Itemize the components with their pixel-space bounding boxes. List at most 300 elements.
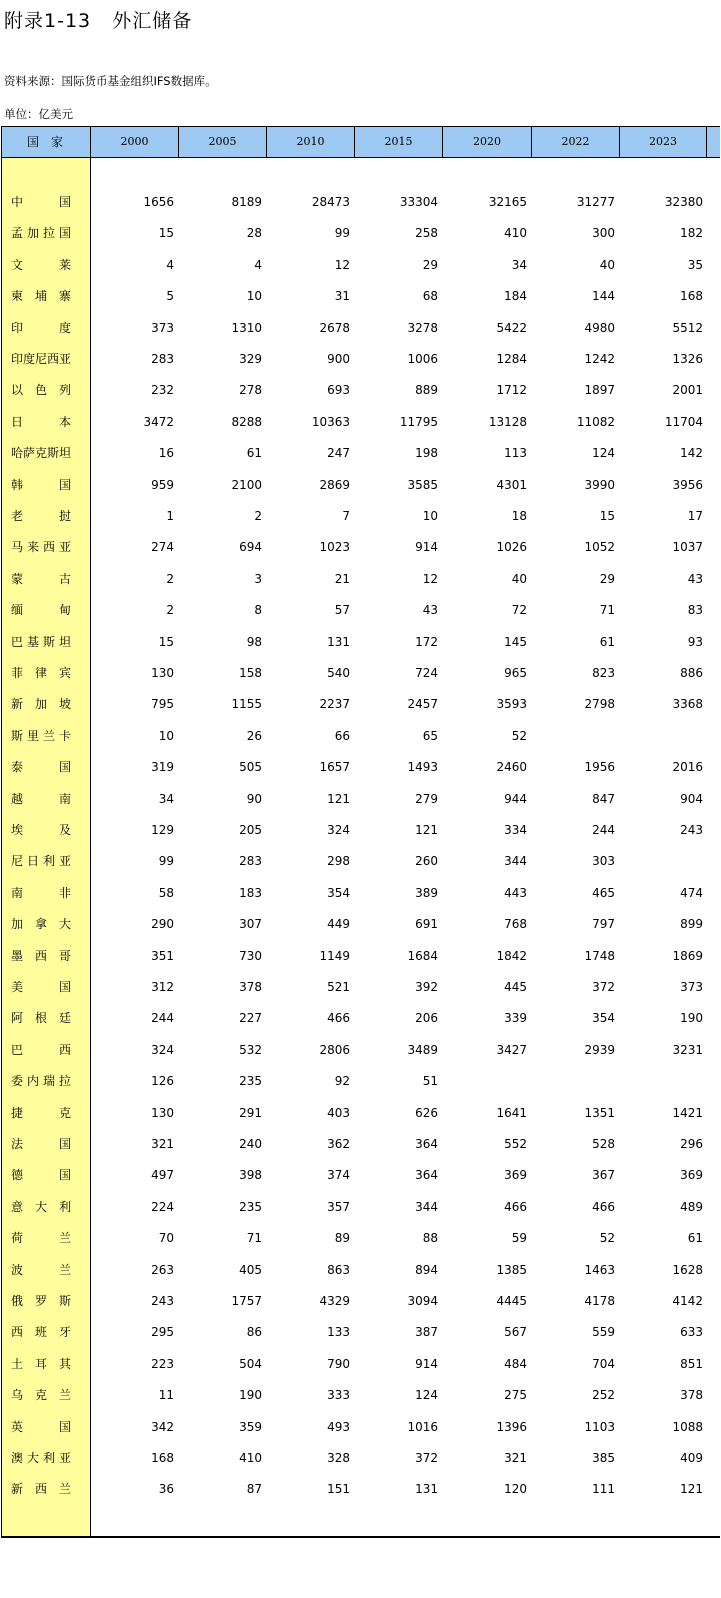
reserve-value: 3585 <box>407 477 438 492</box>
reserve-value: 70 <box>158 1231 174 1246</box>
reserve-value: 528 <box>592 1137 615 1151</box>
country-name: 委内瑞拉 <box>11 1074 71 1089</box>
table-row <box>1 313 720 344</box>
reserve-value: 1628 <box>672 1262 703 1277</box>
reserve-value: 224 <box>151 1199 174 1214</box>
reserve-value: 633 <box>680 1325 703 1340</box>
reserve-value: 493 <box>327 1419 350 1434</box>
reserve-value: 894 <box>415 1262 438 1277</box>
country-name: 哈萨克斯坦 <box>11 446 72 461</box>
reserve-value: 339 <box>504 1011 527 1026</box>
reserve-value: 364 <box>415 1168 438 1183</box>
table-row <box>1 1286 720 1317</box>
reserve-value: 965 <box>504 666 527 680</box>
table-row <box>1 281 720 312</box>
reserve-value: 823 <box>592 666 615 680</box>
reserve-value: 11704 <box>664 414 703 429</box>
reserve-value: 124 <box>592 446 615 461</box>
country-name: 印度尼西亚 <box>11 352 72 366</box>
country-name: 新加坡 <box>11 697 71 712</box>
reserve-value: 790 <box>327 1356 350 1371</box>
reserve-value: 300 <box>592 226 615 241</box>
reserve-value: 205 <box>239 823 262 837</box>
reserve-value: 198 <box>415 446 438 461</box>
country-name: 捷克 <box>11 1105 71 1120</box>
reserve-value: 312 <box>151 980 174 994</box>
reserve-value: 4 <box>254 257 262 272</box>
table-row <box>1 501 720 532</box>
reserve-value: 28 <box>246 226 262 241</box>
country-name: 意大利 <box>11 1199 71 1214</box>
reserve-value: 252 <box>592 1388 615 1403</box>
reserve-value: 466 <box>504 1199 527 1214</box>
reserve-value: 1026 <box>496 540 527 555</box>
reserve-value: 206 <box>415 1011 438 1026</box>
reserve-value: 111 <box>592 1482 615 1497</box>
reserve-value: 328 <box>327 1451 350 1465</box>
reserve-value: 240 <box>239 1137 262 1151</box>
reserve-value: 1 <box>166 509 174 523</box>
reserve-value: 364 <box>415 1137 438 1151</box>
reserve-value: 184 <box>504 289 527 304</box>
reserve-value: 18 <box>511 509 527 523</box>
reserve-value: 283 <box>151 352 174 366</box>
reserve-value: 4 <box>166 257 174 272</box>
table-row <box>1 689 720 720</box>
table-row <box>1 564 720 595</box>
reserve-value: 61 <box>687 1231 703 1246</box>
country-name: 日本 <box>11 414 71 429</box>
country-name: 中国 <box>11 195 71 209</box>
reserve-value: 730 <box>239 948 262 963</box>
reserve-value: 15 <box>599 509 615 523</box>
reserve-value: 11082 <box>576 414 615 429</box>
reserve-value: 258 <box>415 226 438 241</box>
reserve-value: 1284 <box>496 352 527 366</box>
reserve-value: 768 <box>504 917 527 932</box>
reserve-value: 2001 <box>672 383 703 398</box>
reserve-value: 1869 <box>672 948 703 963</box>
reserve-value: 362 <box>327 1137 350 1151</box>
page-title: 附录1-13 外汇储备 <box>4 10 193 32</box>
reserve-value: 57 <box>334 603 350 618</box>
table-row <box>1 1066 720 1097</box>
country-name: 法国 <box>11 1137 71 1151</box>
table-row <box>1 909 720 940</box>
reserve-value: 131 <box>327 634 350 649</box>
reserve-value: 2798 <box>584 697 615 712</box>
reserve-value: 2016 <box>672 760 703 775</box>
reserve-value: 145 <box>504 634 527 649</box>
reserve-value: 68 <box>422 289 438 304</box>
reserve-value: 87 <box>246 1482 262 1497</box>
country-name: 英国 <box>11 1419 71 1434</box>
table-row <box>1 721 720 752</box>
reserve-value: 2460 <box>496 760 527 775</box>
reserve-value: 10 <box>158 728 174 743</box>
reserve-value: 32165 <box>488 195 527 209</box>
reserve-value: 8 <box>254 603 262 618</box>
reserve-value: 2869 <box>319 477 350 492</box>
reserve-value: 8189 <box>231 195 262 209</box>
reserve-value: 914 <box>415 540 438 555</box>
reserve-value: 1657 <box>319 760 350 775</box>
reserve-value: 2457 <box>407 697 438 712</box>
unit-note: 单位：亿美元 <box>4 107 73 121</box>
country-name: 埃及 <box>11 823 71 837</box>
source-note: 资料来源：国际货币基金组织IFS数据库。 <box>4 74 217 88</box>
country-name: 加拿大 <box>11 917 71 932</box>
reserve-value: 373 <box>680 980 703 994</box>
reserve-value: 244 <box>151 1011 174 1026</box>
reserve-value: 12 <box>422 571 438 586</box>
reserve-value: 129 <box>151 823 174 837</box>
reserve-value: 1656 <box>143 195 174 209</box>
reserve-value: 324 <box>151 1042 174 1057</box>
table-row <box>1 375 720 406</box>
reserve-value: 1006 <box>407 352 438 366</box>
reserve-value: 693 <box>327 383 350 398</box>
reserve-value: 8288 <box>231 414 262 429</box>
reserve-value: 3278 <box>407 320 438 335</box>
reserve-value: 190 <box>680 1011 703 1026</box>
reserve-value: 3489 <box>407 1042 438 1057</box>
reserve-value: 243 <box>680 823 703 837</box>
reserve-value: 278 <box>239 383 262 398</box>
country-name: 缅甸 <box>11 603 71 618</box>
reserve-value: 567 <box>504 1325 527 1340</box>
reserve-value: 243 <box>151 1294 174 1308</box>
reserve-value: 2806 <box>319 1042 350 1057</box>
reserve-value: 36 <box>158 1482 174 1497</box>
table-row <box>1 1003 720 1034</box>
table-row <box>1 972 720 1003</box>
country-name: 乌克兰 <box>11 1388 71 1403</box>
reserve-value: 43 <box>422 603 438 618</box>
country-name: 老挝 <box>11 509 71 523</box>
table-row <box>1 250 720 281</box>
reserve-value: 89 <box>334 1231 350 1246</box>
table-row <box>1 815 720 846</box>
reserve-value: 151 <box>327 1482 350 1497</box>
reserve-value: 559 <box>592 1325 615 1340</box>
reserve-value: 290 <box>151 917 174 932</box>
country-name: 南非 <box>11 885 71 900</box>
reserve-value: 296 <box>680 1137 703 1151</box>
reserve-value: 443 <box>504 885 527 900</box>
reserve-value: 1155 <box>231 697 262 712</box>
reserve-value: 40 <box>511 571 527 586</box>
country-name: 孟加拉国 <box>11 226 71 241</box>
reserve-value: 66 <box>334 728 350 743</box>
reserve-value: 11 <box>158 1388 174 1403</box>
table-row <box>1 1380 720 1411</box>
reserve-value: 466 <box>592 1199 615 1214</box>
reserve-value: 158 <box>239 666 262 680</box>
reserve-value: 130 <box>151 1105 174 1120</box>
reserve-value: 295 <box>151 1325 174 1340</box>
reserve-value: 1023 <box>319 540 350 555</box>
reserve-value: 2 <box>254 509 262 523</box>
reserve-value: 889 <box>415 383 438 398</box>
reserve-value: 131 <box>415 1482 438 1497</box>
reserve-value: 275 <box>504 1388 527 1403</box>
country-name: 马来西亚 <box>11 540 71 555</box>
table-row <box>1 1035 720 1066</box>
reserve-value: 1956 <box>584 760 615 775</box>
reserve-value: 795 <box>151 697 174 712</box>
country-name: 柬埔寨 <box>11 289 71 304</box>
reserve-value: 626 <box>415 1105 438 1120</box>
reserve-value: 374 <box>327 1168 350 1183</box>
reserve-value: 3427 <box>496 1042 527 1057</box>
table-row <box>1 218 720 249</box>
country-name: 尼日利亚 <box>11 854 71 869</box>
reserve-value: 10 <box>246 289 262 304</box>
reserve-value: 552 <box>504 1137 527 1151</box>
reserve-value: 32380 <box>664 195 703 209</box>
country-name: 土耳其 <box>11 1356 71 1371</box>
country-name: 波兰 <box>11 1262 71 1277</box>
reserve-value: 34 <box>158 791 174 806</box>
reserve-value: 113 <box>504 446 527 461</box>
reserve-value: 367 <box>592 1168 615 1183</box>
reserve-value: 4178 <box>584 1294 615 1308</box>
reserve-value: 324 <box>327 823 350 837</box>
reserve-value: 489 <box>680 1199 703 1214</box>
reserve-value: 1351 <box>584 1105 615 1120</box>
reserve-value: 26 <box>246 728 262 743</box>
reserve-value: 168 <box>680 289 703 304</box>
reserve-value: 372 <box>592 980 615 994</box>
reserve-value: 3956 <box>672 477 703 492</box>
table-header <box>1 126 720 158</box>
reserve-value: 797 <box>592 917 615 932</box>
table-row <box>1 407 720 438</box>
reserve-value: 329 <box>239 352 262 366</box>
reserve-value: 372 <box>415 1451 438 1465</box>
reserve-value: 2 <box>166 603 174 618</box>
reserve-value: 2100 <box>231 477 262 492</box>
table-row <box>1 784 720 815</box>
reserve-value: 2237 <box>319 697 350 712</box>
reserve-value: 121 <box>415 823 438 837</box>
header-year: 2023 <box>619 127 707 157</box>
reserve-value: 1103 <box>584 1419 615 1434</box>
reserve-value: 58 <box>158 885 174 900</box>
reserve-value: 1493 <box>407 760 438 775</box>
reserve-value: 333 <box>327 1388 350 1403</box>
reserve-value: 12 <box>334 257 350 272</box>
reserve-value: 373 <box>151 320 174 335</box>
reserve-value: 1242 <box>584 352 615 366</box>
reserve-value: 120 <box>504 1482 527 1497</box>
reserve-value: 121 <box>327 791 350 806</box>
reserve-value: 410 <box>239 1451 262 1465</box>
reserve-value: 274 <box>151 540 174 555</box>
reserve-value: 4142 <box>672 1294 703 1308</box>
reserve-value: 10363 <box>311 414 350 429</box>
reserve-value: 17 <box>687 509 703 523</box>
reserve-value: 130 <box>151 666 174 680</box>
reserve-value: 15 <box>158 226 174 241</box>
country-name: 西班牙 <box>11 1325 71 1340</box>
reserve-value: 847 <box>592 791 615 806</box>
reserve-value: 532 <box>239 1042 262 1057</box>
header-year: 2005 <box>178 127 266 157</box>
reserve-value: 144 <box>592 289 615 304</box>
country-name: 德国 <box>11 1168 71 1183</box>
reserve-value: 83 <box>687 603 703 618</box>
reserve-value: 29 <box>422 257 438 272</box>
reserve-value: 28473 <box>311 195 350 209</box>
country-name: 文莱 <box>11 257 71 272</box>
reserve-value: 449 <box>327 917 350 932</box>
reserve-value: 691 <box>415 917 438 932</box>
reserve-value: 61 <box>599 634 615 649</box>
reserve-value: 389 <box>415 885 438 900</box>
reserve-value: 99 <box>334 226 350 241</box>
reserve-value: 190 <box>239 1388 262 1403</box>
country-name: 蒙古 <box>11 571 71 586</box>
reserve-value: 2 <box>166 571 174 586</box>
reserve-value: 540 <box>327 666 350 680</box>
reserve-value: 1463 <box>584 1262 615 1277</box>
reserve-value: 863 <box>327 1262 350 1277</box>
country-name: 俄罗斯 <box>11 1294 71 1308</box>
reserve-value: 90 <box>246 791 262 806</box>
reserve-value: 307 <box>239 917 262 932</box>
table-row <box>1 658 720 689</box>
reserve-value: 403 <box>327 1105 350 1120</box>
reserve-value: 29 <box>599 571 615 586</box>
reserve-value: 227 <box>239 1011 262 1026</box>
reserve-value: 11795 <box>399 414 438 429</box>
table-row <box>1 1255 720 1286</box>
reserve-value: 359 <box>239 1419 262 1434</box>
table-row <box>1 1223 720 1254</box>
reserve-value: 99 <box>158 854 174 869</box>
reserve-value: 13128 <box>488 414 527 429</box>
reserve-value: 124 <box>415 1388 438 1403</box>
reserve-value: 1757 <box>231 1294 262 1308</box>
reserve-value: 5512 <box>672 320 703 335</box>
reserve-value: 21 <box>334 571 350 586</box>
table-row <box>1 187 720 218</box>
country-name: 印度 <box>11 320 71 335</box>
reserve-value: 98 <box>246 634 262 649</box>
table-row <box>1 1443 720 1474</box>
country-name: 以色列 <box>11 383 71 398</box>
table-row <box>1 627 720 658</box>
reserve-value: 263 <box>151 1262 174 1277</box>
reserve-value: 52 <box>599 1231 615 1246</box>
reserve-value: 886 <box>680 666 703 680</box>
reserve-value: 16 <box>158 446 174 461</box>
reserve-value: 1016 <box>407 1419 438 1434</box>
reserve-value: 182 <box>680 226 703 241</box>
country-name: 斯里兰卡 <box>11 728 71 743</box>
country-name: 韩国 <box>11 477 71 492</box>
header-country: 国家 <box>1 127 90 157</box>
reserve-value: 1052 <box>584 540 615 555</box>
reserve-value: 283 <box>239 854 262 869</box>
reserve-value: 387 <box>415 1325 438 1340</box>
reserve-value: 445 <box>504 980 527 994</box>
table-row <box>1 344 720 375</box>
reserve-value: 3990 <box>584 477 615 492</box>
reserve-value: 410 <box>504 226 527 241</box>
country-name: 巴基斯坦 <box>11 634 71 649</box>
reserve-value: 172 <box>415 634 438 649</box>
reserve-value: 121 <box>680 1482 703 1497</box>
country-name: 阿根廷 <box>11 1011 71 1026</box>
country-name: 菲律宾 <box>11 666 71 680</box>
reserve-value: 392 <box>415 980 438 994</box>
reserve-value: 61 <box>246 446 262 461</box>
table-row <box>1 595 720 626</box>
reserve-value: 2939 <box>584 1042 615 1057</box>
reserve-value: 369 <box>504 1168 527 1183</box>
reserve-value: 497 <box>151 1168 174 1183</box>
reserve-value: 279 <box>415 791 438 806</box>
header-year: 2020 <box>442 127 531 157</box>
reserve-value: 321 <box>151 1137 174 1151</box>
reserve-value: 344 <box>415 1199 438 1214</box>
reserve-value: 900 <box>327 352 350 366</box>
header-year: 2010 <box>266 127 354 157</box>
reserve-value: 72 <box>511 603 527 618</box>
reserve-value: 354 <box>327 885 350 900</box>
reserve-value: 1421 <box>672 1105 703 1120</box>
reserve-value: 4980 <box>584 320 615 335</box>
reserve-value: 59 <box>511 1231 527 1246</box>
table-row <box>1 1474 720 1505</box>
country-name: 墨西哥 <box>11 948 71 963</box>
reserve-value: 51 <box>422 1074 438 1089</box>
table-row <box>1 1192 720 1223</box>
reserve-value: 133 <box>327 1325 350 1340</box>
table-row <box>1 470 720 501</box>
reserve-value: 521 <box>327 980 350 994</box>
reserve-value: 31 <box>334 289 350 304</box>
reserve-value: 298 <box>327 854 350 869</box>
table-row <box>1 846 720 877</box>
reserve-value: 694 <box>239 540 262 555</box>
reserve-value: 40 <box>599 257 615 272</box>
reserves-table <box>1 126 720 1538</box>
reserve-value: 1326 <box>672 352 703 366</box>
reserve-value: 1385 <box>496 1262 527 1277</box>
reserve-value: 724 <box>415 666 438 680</box>
reserve-value: 344 <box>504 854 527 869</box>
reserve-value: 43 <box>687 571 703 586</box>
reserve-value: 1310 <box>231 320 262 335</box>
reserve-value: 52 <box>511 728 527 743</box>
reserve-value: 71 <box>599 603 615 618</box>
reserve-value: 321 <box>504 1451 527 1465</box>
reserve-value: 4301 <box>496 477 527 492</box>
country-name: 荷兰 <box>11 1231 71 1246</box>
reserve-value: 142 <box>680 446 703 461</box>
reserve-value: 354 <box>592 1011 615 1026</box>
reserve-value: 1748 <box>584 948 615 963</box>
reserve-value: 3231 <box>672 1042 703 1057</box>
reserve-value: 86 <box>246 1325 262 1340</box>
reserve-value: 378 <box>680 1388 703 1403</box>
table-row <box>1 1412 720 1443</box>
reserve-value: 1088 <box>672 1419 703 1434</box>
